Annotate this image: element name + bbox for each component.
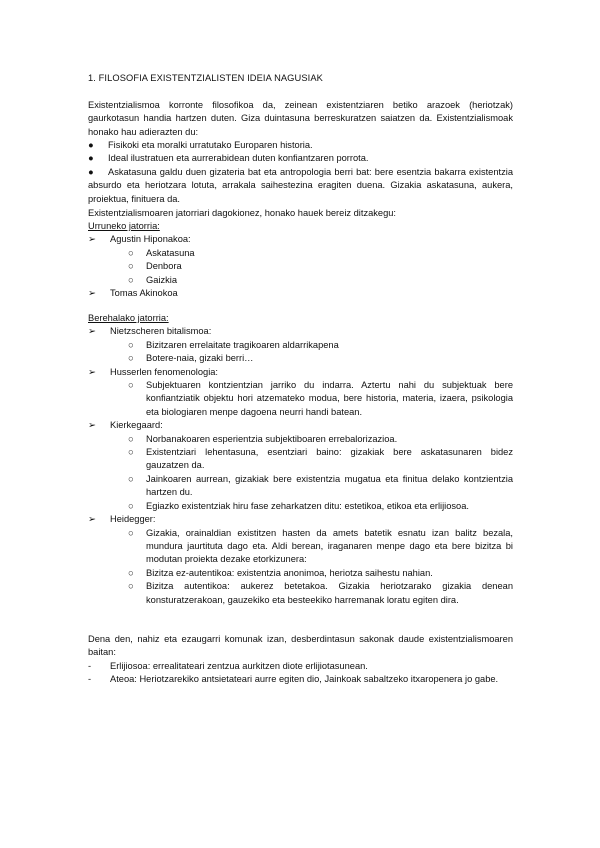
list-item: ● Fisikoki eta moralki urratutako Europaren historia.	[88, 139, 513, 152]
list-item: ➢ Kierkegaard:	[88, 419, 513, 432]
arrow-bullet-icon: ➢	[88, 326, 96, 337]
closing-paragraph: Dena den, nahiz eta ezaugarri komunak izan, desberdintasun sakonak daude existentzialismoaren baitan:	[88, 634, 513, 658]
list-item: ○ Bizitza autentikoa: aukerez betetakoa. Gizakia heriotzarako gizakia denean konsturatzerakoan, gauzekiko eta besteekiko harremanak loratu egiten dira.	[128, 581, 513, 605]
list-item: ○ Existentziari lehentasuna, esentziari baino: gizakiak bere askatasunaren bidez gauzatzen da.	[128, 447, 513, 471]
section-heading: Berehalako jatorria:	[88, 313, 169, 323]
intro-bullet-list	[88, 139, 513, 166]
list-item: ○ Botere-naia, gizaki berri…	[88, 352, 513, 365]
list-item: ➢ Husserlen fenomenologia:	[88, 366, 513, 379]
differences-list	[88, 660, 513, 687]
list-item: ○ Egiazko existentziak hiru fase zeharkatzen ditu: estetikoa, etikoa eta erlijiosoa.	[88, 500, 513, 513]
list-item: ○ Subjektuaren kontzientzian jarriko du indarra. Aztertu nahi du subjektuak bere konfiantziatik objektu hori atzemateko modua, bere historia, materia, izaera, psikologia eta biologiaren menpe dagoena neurri handi batean.	[128, 380, 513, 417]
circle-bullet-icon: ○	[128, 473, 134, 484]
arrow-bullet-icon: ➢	[88, 514, 96, 525]
remote-origin-section	[88, 220, 513, 300]
origins-intro: Existentzialismoaren jatorriari dagokionez, honako hauek bereiz ditzakegu:	[88, 208, 397, 218]
bullet-icon: ●	[88, 167, 94, 177]
circle-bullet-icon: ○	[128, 247, 134, 258]
arrow-bullet-icon: ➢	[88, 366, 96, 377]
list-item: - Ateoa: Heriotzarekiko antsietateari aurre egiten dio, Jainkoak sabaltzeko itxaropenera jo gabe.	[88, 673, 513, 686]
section-heading: Urruneko jatorria:	[88, 221, 160, 231]
list-item: ○ Bizitza ez-autentikoa: existentzia anonimoa, heriotza saihestu nahian.	[88, 567, 513, 580]
bullet-icon: ●	[88, 153, 94, 164]
list-item: ● Ideal ilustratuen eta aurrerabidean duten konfiantzaren porrota.	[88, 152, 513, 165]
circle-bullet-icon: ○	[128, 339, 134, 350]
list-item: ○ Norbanakoaren esperientzia subjektiboaren errebalorizazioa.	[88, 433, 513, 446]
list-item: ○ Askatasuna	[88, 247, 513, 260]
intro-paragraph: Existentzialismoa korronte filosofikoa da, zeinean existentziaren betiko arazoek (heriotzak) gaurkotasun handia hartzen duten. Giza duintasuna berreskuratzen saiatzen da. Existentzialismoak honako hau adierazten du:	[88, 100, 513, 137]
list-item: ➢ Tomas Akinokoa	[88, 287, 513, 300]
circle-bullet-icon: ○	[128, 380, 134, 391]
circle-bullet-icon: ○	[128, 567, 134, 578]
arrow-bullet-icon: ➢	[88, 288, 96, 299]
circle-bullet-icon: ○	[128, 433, 134, 444]
arrow-bullet-icon: ➢	[88, 420, 96, 431]
bullet-icon: ●	[88, 140, 94, 150]
circle-bullet-icon: ○	[128, 447, 134, 458]
circle-bullet-icon: ○	[128, 500, 134, 511]
list-item: ○ Bizitzaren errelaitate tragikoaren aldarrikapena	[88, 339, 513, 352]
circle-bullet-icon: ○	[128, 353, 134, 364]
dash-bullet-icon: -	[88, 661, 92, 671]
circle-bullet-icon: ○	[128, 581, 134, 592]
list-item: ➢ Agustin Hiponakoa:	[88, 233, 513, 246]
circle-bullet-icon: ○	[128, 261, 134, 272]
list-item: ➢ Heidegger:	[88, 513, 513, 526]
circle-bullet-icon: ○	[128, 274, 134, 285]
list-item: ○ Denbora	[88, 260, 513, 273]
list-item: - Erlijiosoa: errealitateari zentzua aurkitzen diote erlijiotasunean.	[88, 660, 513, 673]
list-item: ○ Gaizkia	[88, 274, 513, 287]
list-item: ➢ Nietzscheren bitalismoa:	[88, 325, 513, 338]
dash-bullet-icon: -	[88, 674, 92, 685]
list-item: ○ Gizakia, orainaldian existitzen hasten da amets batetik esnatu izan balitz bezala, mundura jaurtituta dago eta. Aldi berean, iraganaren menpe dago eta bere bizitza bi modutan proiekta dezake etorkizunera:	[128, 527, 513, 565]
near-origin-section	[88, 312, 513, 607]
arrow-bullet-icon: ➢	[88, 234, 96, 245]
list-item: ○ Jainkoaren aurrean, gizakiak bere existentzia mugatua eta finitua delako kontzientzia hartzen du.	[128, 473, 513, 498]
bullet-paragraph-3: ● Askatasuna galdu duen gizateria bat eta antropologia berri bat: bere esentzia bakarra existentzia absurdo eta heriotzara lotuta, arrakala saihestezina eragiten duena. Gizakia askatasuna, aukera, proiektua, finituera da.	[88, 167, 513, 204]
circle-bullet-icon: ○	[128, 527, 134, 538]
page-title: 1. FILOSOFIA EXISTENTZIALISTEN IDEIA NAGUSIAK	[88, 73, 323, 83]
